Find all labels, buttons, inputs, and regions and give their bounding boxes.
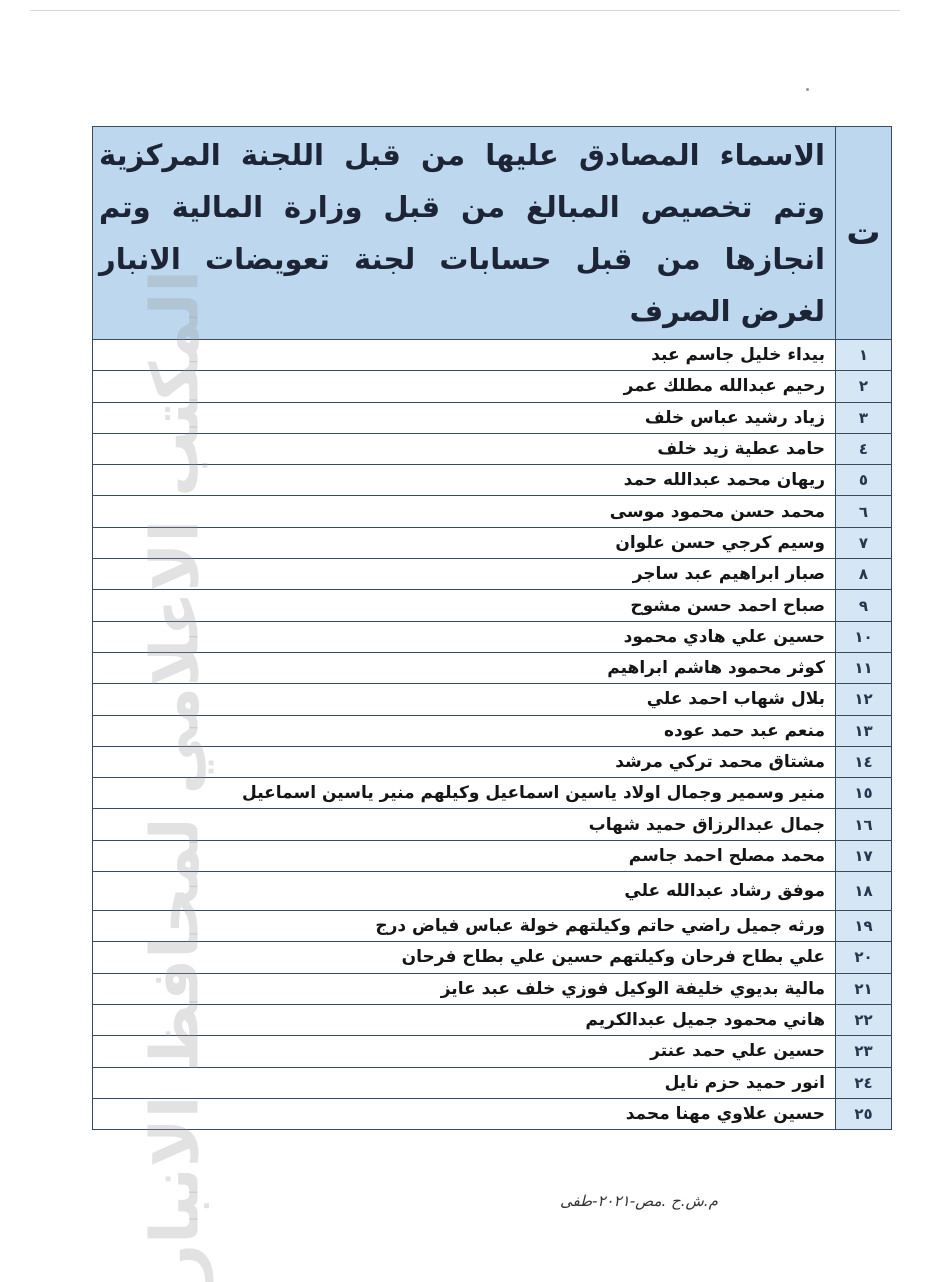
table-header-row [93,127,892,340]
table-row [93,652,892,683]
table-row [93,746,892,777]
table-row [93,340,892,371]
row-number: ٣ [836,402,892,433]
table-row [93,872,892,911]
row-number: ٤ [836,433,892,464]
row-name: حسين علي حمد عنتر [93,1036,836,1067]
table-row [93,942,892,973]
row-name: صباح احمد حسن مشوح [93,590,836,621]
row-name: وسيم كرجي حسن علوان [93,527,836,558]
table-row [93,715,892,746]
table-row [93,809,892,840]
row-number: ٧ [836,527,892,558]
table-row [93,1098,892,1129]
footer-reference: م.ش.ح .مص-٢٠٢١-طفى [560,1192,718,1210]
row-name: مشتاق محمد تركي مرشد [93,746,836,777]
row-number: ١٢ [836,684,892,715]
row-name: محمد حسن محمود موسى [93,496,836,527]
row-name: بلال شهاب احمد علي [93,684,836,715]
header-number-cell: ت [836,127,892,340]
table-row [93,840,892,871]
row-number: ١٣ [836,715,892,746]
row-name: منير وسمير وجمال اولاد ياسين اسماعيل وكيلهم منير ياسين اسماعيل [93,778,836,809]
row-number: ٢٥ [836,1098,892,1129]
watermark-text: المكتب الاعلامي لمحافظ الانبار [136,270,214,1282]
table-row [93,559,892,590]
table-row [93,527,892,558]
row-number: ٥ [836,465,892,496]
table-row [93,911,892,942]
row-name: ريهان محمد عبدالله حمد [93,465,836,496]
table-row [93,496,892,527]
row-number: ١ [836,340,892,371]
row-name: انور حميد حزم نايل [93,1067,836,1098]
row-name: منعم عبد حمد عوده [93,715,836,746]
row-name: رحيم عبدالله مطلك عمر [93,371,836,402]
row-number: ٦ [836,496,892,527]
row-number: ٢١ [836,973,892,1004]
row-number: ١٨ [836,872,892,911]
row-name: كوثر محمود هاشم ابراهيم [93,652,836,683]
table-row [93,973,892,1004]
table-row [93,1067,892,1098]
row-name: محمد مصلح احمد جاسم [93,840,836,871]
row-name: هاني محمود جميل عبدالكريم [93,1004,836,1035]
top-divider [30,10,900,11]
row-name: مالية بديوي خليفة الوكيل فوزي خلف عبد عايز [93,973,836,1004]
row-number: ١٠ [836,621,892,652]
row-number: ٩ [836,590,892,621]
row-number: ٨ [836,559,892,590]
row-name: حسين علي هادي محمود [93,621,836,652]
table-row [93,1004,892,1035]
table-row [93,465,892,496]
table-row [93,433,892,464]
paper-speck [806,88,809,91]
row-name: حامد عطية زيد خلف [93,433,836,464]
table-row [93,621,892,652]
row-name: صبار ابراهيم عبد ساجر [93,559,836,590]
row-name: جمال عبدالرزاق حميد شهاب [93,809,836,840]
row-number: ٢ [836,371,892,402]
table-row [93,371,892,402]
row-number: ١١ [836,652,892,683]
table-row [93,684,892,715]
table-row [93,1036,892,1067]
row-name: علي بطاح فرحان وكيلتهم حسين علي بطاح فرحان [93,942,836,973]
row-number: ٢٣ [836,1036,892,1067]
table-row [93,590,892,621]
row-number: ١٧ [836,840,892,871]
row-number: ٢٠ [836,942,892,973]
row-name: حسين علاوي مهنا محمد [93,1098,836,1129]
row-number: ٢٤ [836,1067,892,1098]
row-number: ٢٢ [836,1004,892,1035]
table-row [93,778,892,809]
row-number: ١٦ [836,809,892,840]
row-name: موفق رشاد عبدالله علي [93,872,836,911]
row-number: ١٩ [836,911,892,942]
header-title-cell: الاسماء المصادق عليها من قبل اللجنة المركزية وتم تخصيص المبالغ من قبل وزارة المالية وتم انجازها من قبل حسابات لجنة تعويضات الانبار لغرض الصرف [93,127,836,340]
row-number: ١٥ [836,778,892,809]
row-name: بيداء خليل جاسم عبد [93,340,836,371]
table-row [93,402,892,433]
row-name: زياد رشيد عباس خلف [93,402,836,433]
row-name: ورثه جميل راضي حاتم وكيلتهم خولة عباس فياض درج [93,911,836,942]
row-number: ١٤ [836,746,892,777]
